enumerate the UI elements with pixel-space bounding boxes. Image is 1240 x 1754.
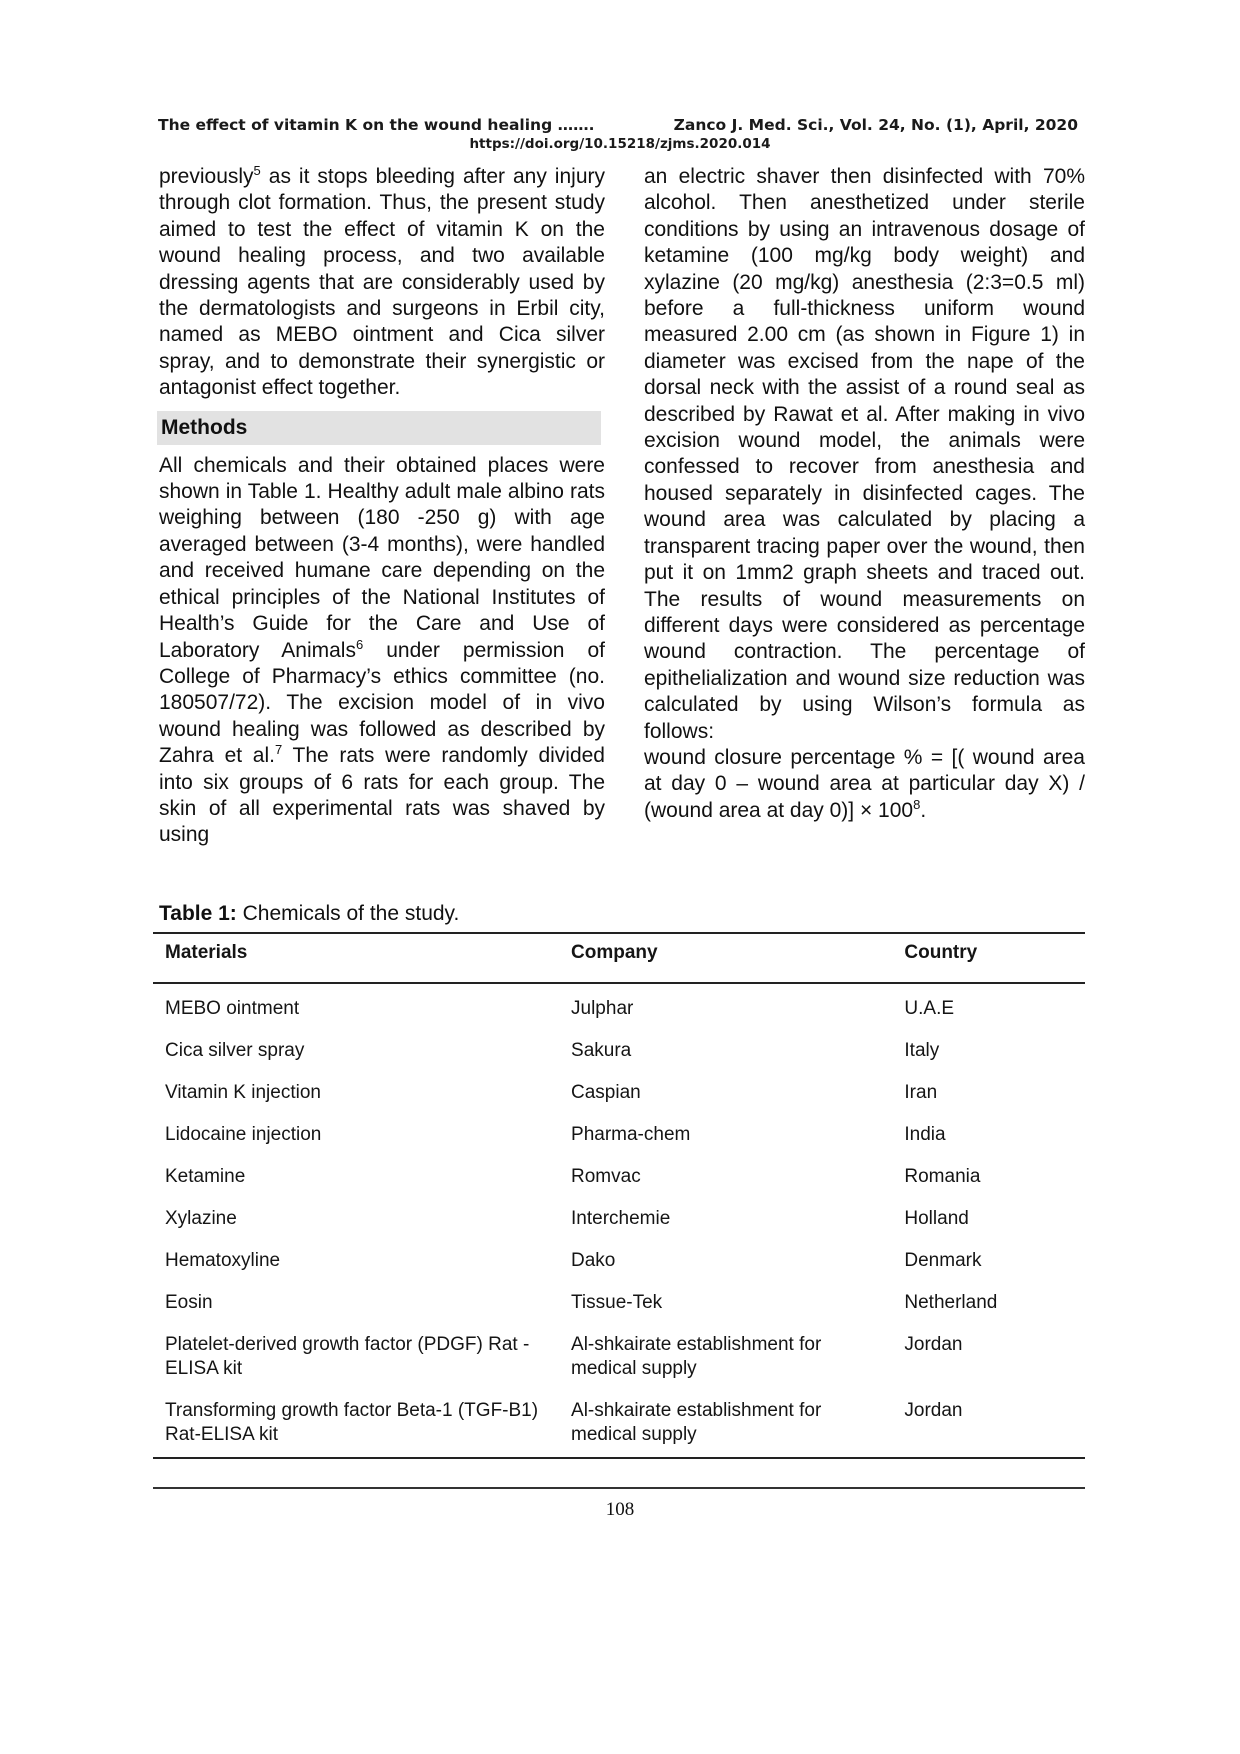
chemicals-table xyxy=(153,932,1085,1459)
intro-paragraph xyxy=(159,164,605,402)
footer-divider xyxy=(153,1487,1085,1489)
cell-country: Holland xyxy=(904,1208,969,1229)
table-row xyxy=(153,1280,1085,1322)
cell-country: Jordan xyxy=(892,1388,1085,1458)
cell-country: U.A.E xyxy=(904,998,955,1019)
text-run: wound closure percentage % = [( wound area at day 0 – wound area at particular day X) / (wound area at day 0)] × 100 xyxy=(644,745,1085,822)
table-row xyxy=(153,1196,1085,1238)
table-row xyxy=(153,1028,1085,1070)
text-run: under permission of College of Pharmacy’s ethics committee (no. 180507/72). The excision model of in vivo wound healing was followed as described by Zahra et al. xyxy=(159,638,605,768)
cell-material: Xylazine xyxy=(165,1208,237,1229)
cell-country: Netherland xyxy=(904,1292,998,1313)
cell-country: Jordan xyxy=(904,1334,963,1355)
right-column xyxy=(644,164,1085,824)
cell-company: Al-shkairate establishment for medical supply xyxy=(559,1388,892,1458)
cell-company: Sakura xyxy=(571,1040,632,1061)
cell-material: Eosin xyxy=(165,1292,213,1313)
cell-company: Dako xyxy=(571,1250,616,1271)
column-header-country: Country xyxy=(892,933,1085,983)
cell-material: Hematoxyline xyxy=(165,1250,281,1271)
cell-material: Ketamine xyxy=(165,1166,246,1187)
header-doi-link[interactable]: https://doi.org/10.15218/zjms.2020.014 xyxy=(469,136,771,152)
column-header-company: Company xyxy=(559,933,892,983)
cell-country: Italy xyxy=(904,1040,940,1061)
citation-5: 5 xyxy=(253,163,261,178)
text-run: All chemicals and their obtained places were shown in Table 1. Healthy adult male albino rats weighing between (180 -250 g) with age averaged between (3-4 months), were handled and received humane care depending on the ethical principles of the National Institutes of Health’s Guide for the Care and Use of Laboratory Animals xyxy=(159,453,605,662)
table-row xyxy=(153,1322,1085,1388)
table-row xyxy=(153,1388,1085,1458)
cell-company: Romvac xyxy=(571,1166,641,1187)
formula-paragraph xyxy=(644,745,1085,824)
table-caption-text: Chemicals of the study. xyxy=(236,902,460,925)
cell-material: Cica silver spray xyxy=(165,1040,305,1061)
citation-8: 8 xyxy=(913,796,921,812)
procedure-paragraph: an electric shaver then disinfected with 70% alcohol. Then anesthetized under sterile conditions by using an intravenous dosage of ketamine (100 mg/kg body weight) and xylazine (20 mg/kg) anesthesia (2:3=0.5 ml) before a full-thickness uniform wound measured 2.00 cm (as shown in Figure 1) in diameter was excised from the nape of the dorsal neck with the assist of a round seal as described by Rawat et al. After making in vivo excision wound model, the animals were confessed to recover from anesthesia and housed separately in disinfected cages. The wound area was calculated by placing a transparent tracing paper over the wound, then put it on 1mm2 graph sheets and traced out. The results of wound measurements on different days were considered as percentage wound contraction. The percentage of epithelialization and wound size reduction was calculated by using Wilson’s formula as follows: xyxy=(644,165,1085,743)
table-caption-label: Table 1: xyxy=(159,902,237,925)
text-run: as it stops bleeding after any injury through clot formation. Thus, the present study aimed to test the effect of vitamin K on the wound healing process, and two available dressing agents that are considerably used by the dermatologists and surgeons in Erbil city, named as MEBO ointment and Cica silver spray, and to demonstrate their synergistic or antagonist effect together. xyxy=(159,165,605,400)
table-row xyxy=(153,1070,1085,1112)
cell-country: Romania xyxy=(904,1166,981,1187)
cell-material: Vitamin K injection xyxy=(165,1082,321,1103)
citation-6: 6 xyxy=(355,636,364,652)
cell-material: MEBO ointment xyxy=(165,998,300,1019)
page-number: 108 xyxy=(605,1499,635,1520)
table-caption xyxy=(159,902,459,926)
table-row xyxy=(153,1112,1085,1154)
table-row xyxy=(153,1238,1085,1280)
cell-company: Al-shkairate establishment for medical supply xyxy=(571,1334,822,1379)
cell-company: Pharma-chem xyxy=(571,1124,691,1145)
citation-7: 7 xyxy=(274,742,283,758)
text-run: . xyxy=(920,798,927,822)
column-header-materials: Materials xyxy=(153,933,559,983)
cell-material: Transforming growth factor Beta-1 (TGF-B1) Rat-ELISA kit xyxy=(153,1388,559,1458)
methods-heading: Methods xyxy=(157,411,601,445)
table-row xyxy=(153,1154,1085,1196)
text-run: previously xyxy=(159,165,254,188)
table-header-row xyxy=(153,933,1085,983)
cell-country: Iran xyxy=(904,1082,938,1103)
header-journal-citation: Zanco J. Med. Sci., Vol. 24, No. (1), April, 2020 xyxy=(673,116,1078,134)
cell-material: Lidocaine injection xyxy=(165,1124,322,1145)
table-row xyxy=(153,983,1085,1028)
header-article-title: The effect of vitamin K on the wound healing ……. xyxy=(158,116,595,134)
cell-company: Tissue-Tek xyxy=(571,1292,663,1313)
cell-company: Interchemie xyxy=(571,1208,671,1229)
cell-country: Denmark xyxy=(904,1250,982,1271)
methods-paragraph xyxy=(159,453,605,849)
text-run: The rats were randomly divided into six groups of 6 rats for each group. The skin of all experimental rats was shaved by using xyxy=(159,744,605,847)
running-header xyxy=(158,116,1082,156)
left-column xyxy=(159,164,605,849)
cell-company: Caspian xyxy=(571,1082,641,1103)
cell-country: India xyxy=(904,1124,946,1145)
cell-material: Platelet-derived growth factor (PDGF) Rat -ELISA kit xyxy=(165,1334,530,1379)
cell-company: Julphar xyxy=(571,998,634,1019)
